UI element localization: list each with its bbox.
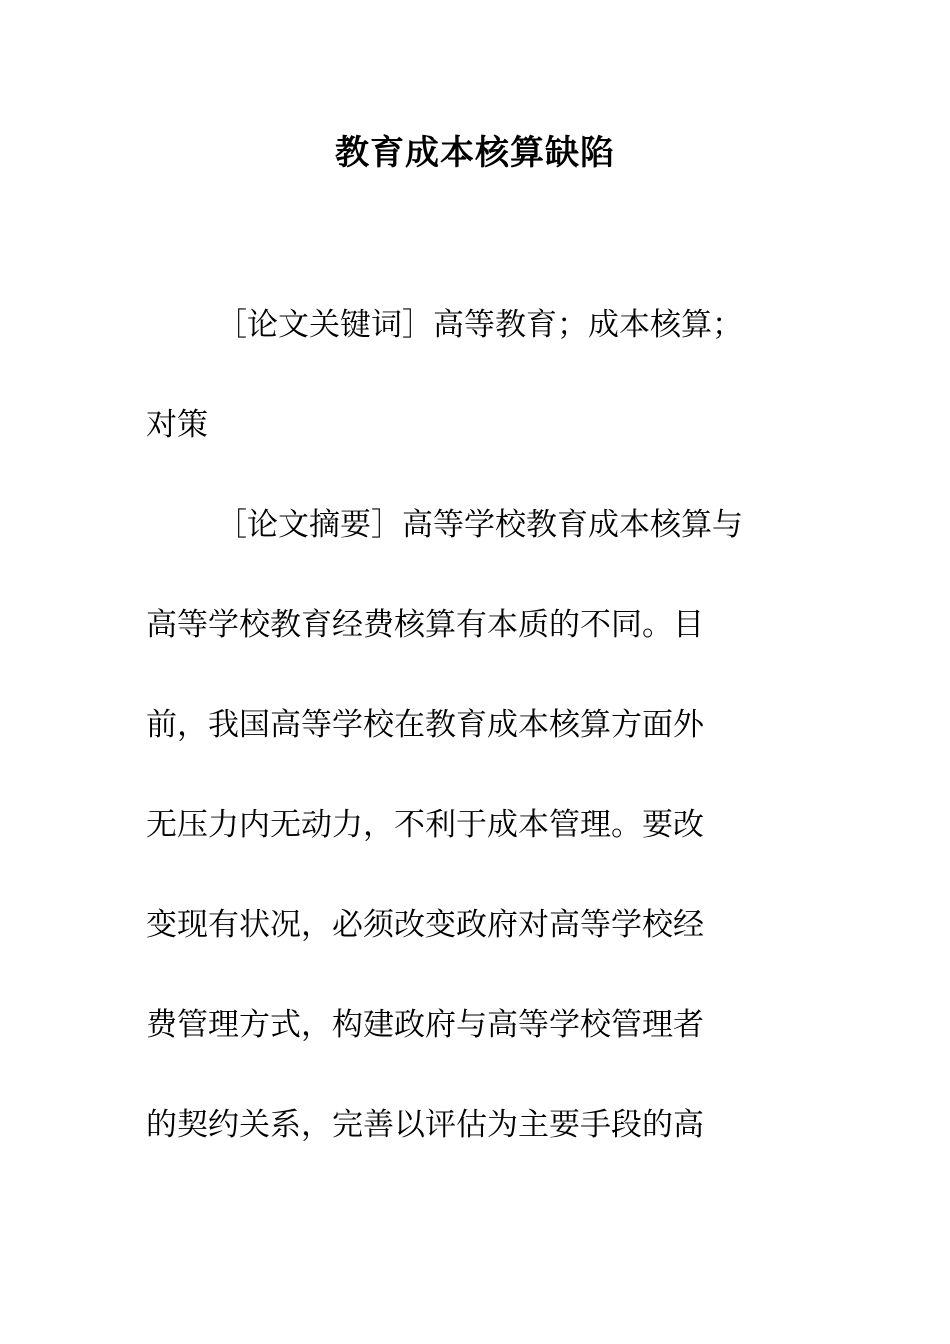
abstract-line-2: 高等学校教育经费核算有本质的不同。目 (146, 607, 704, 643)
keywords-line-1: ［论文关键词］高等教育；成本核算； (216, 307, 743, 343)
abstract-line-1: ［论文摘要］高等学校教育成本核算与 (216, 507, 743, 543)
abstract-line-6: 费管理方式，构建政府与高等学校管理者 (146, 1007, 704, 1043)
keywords-line-2: 对策 (146, 407, 208, 443)
abstract-line-5: 变现有状况，必须改变政府对高等学校经 (146, 907, 704, 943)
abstract-line-7: 的契约关系，完善以评估为主要手段的高 (146, 1107, 704, 1143)
document-title: 教育成本核算缺陷 (335, 133, 615, 173)
abstract-line-4: 无压力内无动力，不利于成本管理。要改 (146, 807, 704, 843)
abstract-line-3: 前，我国高等学校在教育成本核算方面外 (146, 707, 704, 743)
